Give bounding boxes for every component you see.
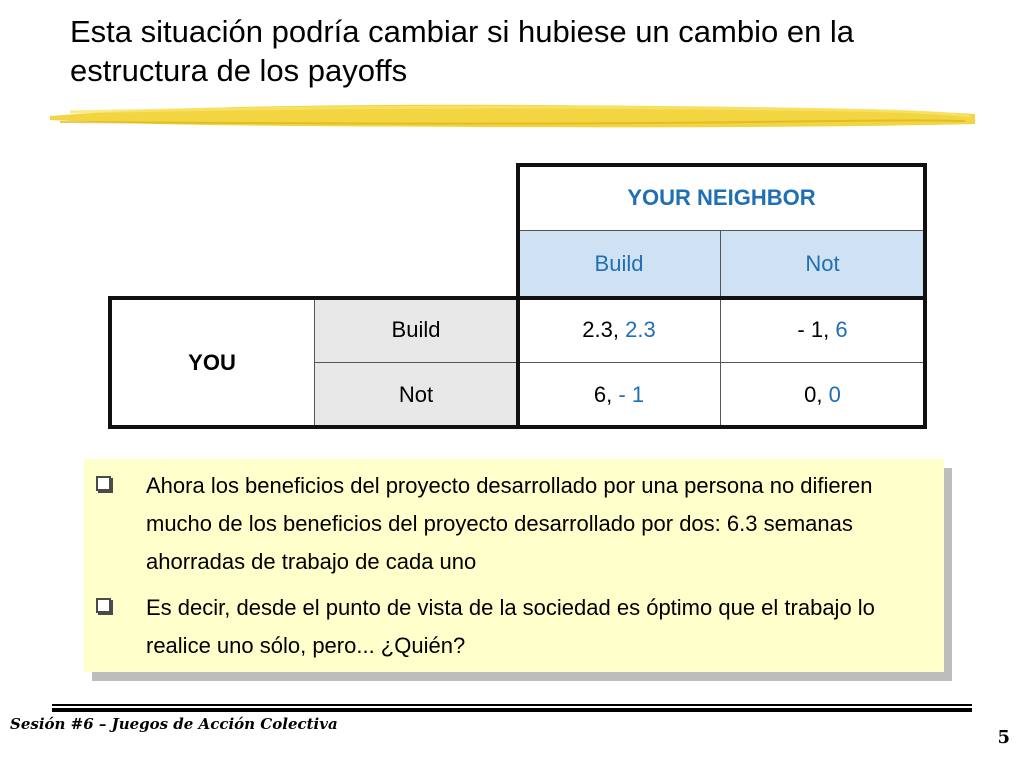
payoff-neighbor: 0 [828,381,841,407]
column-strategy-not: Not [720,230,925,298]
footer-session: Sesión #6 – Juegos de Acción Colectiva [10,715,338,733]
payoff-you: 2.3, [582,317,619,342]
grid-line [314,362,925,363]
title-line-1: Esta situación podría cambiar si hubiese un cambio en la [70,14,855,49]
highlighter-stroke [50,96,975,136]
payoff-neighbor: 2.3 [625,317,656,342]
page-number: 5 [997,727,1010,748]
checkbox-bullet-icon [96,598,111,613]
footer-rule [52,708,972,712]
note-box [84,459,944,672]
column-strategy-build: Build [518,230,720,298]
row-strategy-not: Not [314,362,518,427]
grid-line [518,230,925,231]
payoff-build-not [720,298,925,362]
payoff-not-build [518,362,720,427]
payoff-neighbor: - 1 [618,381,645,407]
payoff-not-not [720,362,925,427]
slide-title [70,12,970,90]
title-line-2: estructura de los payoffs [70,53,408,88]
row-strategy-build: Build [314,298,518,362]
checkbox-bullet-icon [96,476,111,491]
payoff-neighbor: 6 [835,317,848,342]
payoff-you: 0, [804,381,823,407]
payoff-you: 6, [593,381,613,407]
grid-line [720,230,721,427]
column-player-header: YOUR NEIGHBOR [518,165,925,230]
grid-line [314,298,315,427]
note-text: Es decir, desde el punto de vista de la sociedad es óptimo que el trabajo lo realice uno sólo, pero... ¿Quién? [146,595,875,658]
row-player-header: YOU [110,298,314,427]
note-text: Ahora los beneficios del proyecto desarrollado por una persona no difieren mucho de los beneficios del proyecto desarrollado por dos: 6.3 semanas ahorradas de trabajo de cada uno [146,473,873,574]
payoff-you: - 1, [797,317,830,342]
footer-rule [52,704,972,706]
note-bullet [96,467,926,587]
note-bullet [96,589,926,669]
payoff-build-build [518,298,720,362]
